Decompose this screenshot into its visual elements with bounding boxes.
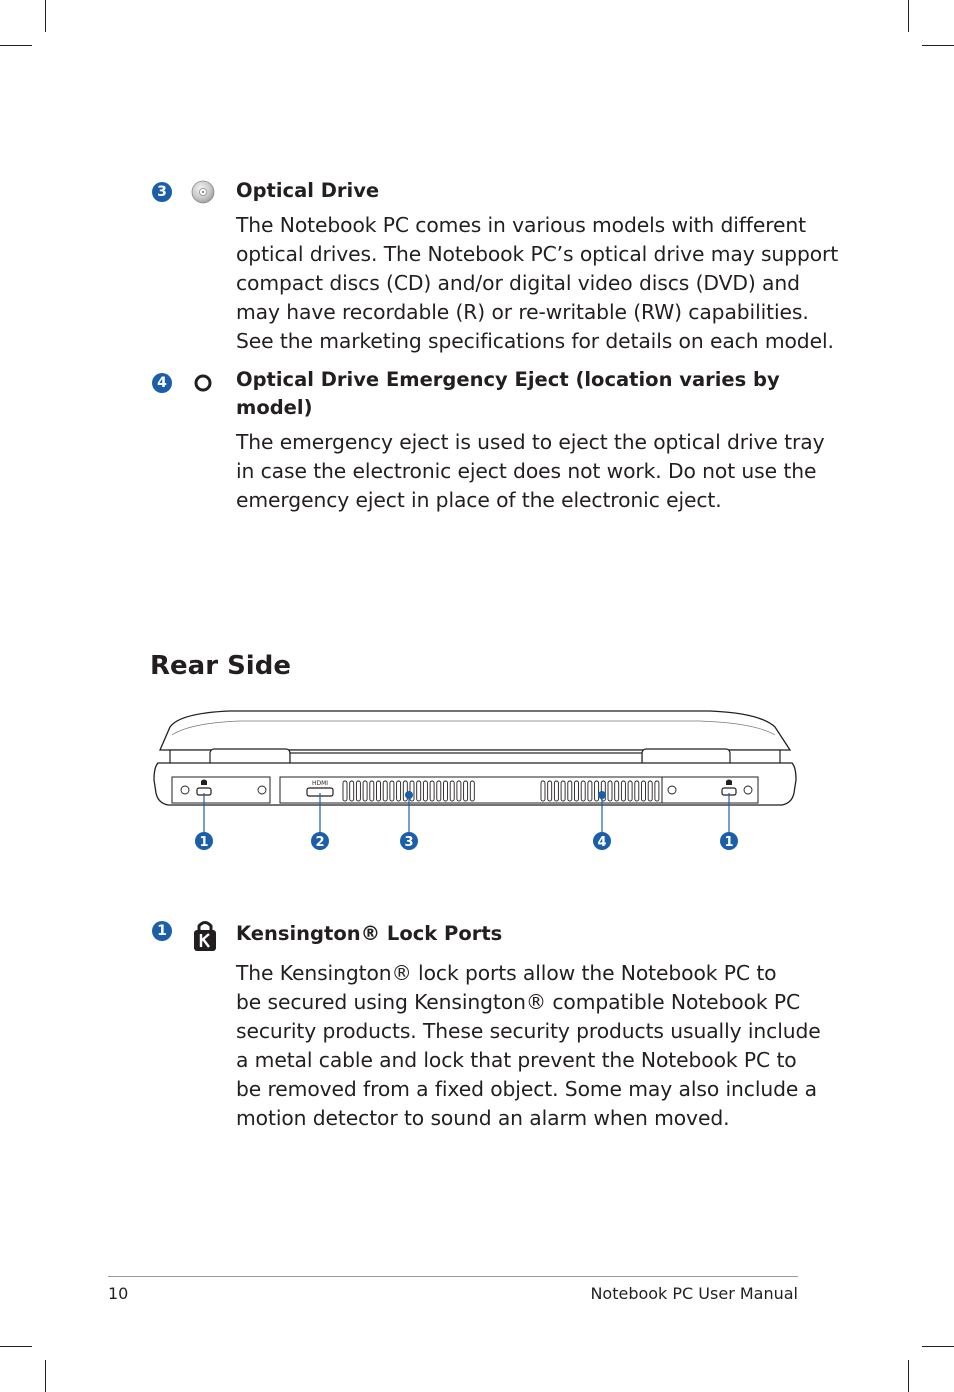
hdmi-port-label: HDMI — [312, 780, 329, 787]
callout-number: 3 — [404, 835, 414, 850]
vent-slot — [561, 781, 565, 801]
vent-slot — [621, 781, 625, 801]
vent-slot — [608, 781, 612, 801]
description-line: optical drives. The Notebook PC’s optical drive may support — [236, 242, 839, 266]
description-line: The Kensington® lock ports allow the Notebook PC to — [236, 961, 777, 985]
laptop-lid — [160, 711, 790, 750]
vent-slot — [343, 781, 347, 801]
vent-slot — [568, 781, 572, 801]
title-line: model) — [236, 396, 313, 419]
item-description-kensington-lock-ports — [236, 959, 821, 1133]
description-line: a metal cable and lock that prevent the Notebook PC to — [236, 1048, 797, 1072]
description-line: in case the electronic eject does not work. Do not use the — [236, 459, 817, 483]
vent-slot — [615, 781, 619, 801]
emergency-eject-icon — [193, 373, 213, 393]
crop-mark — [0, 1346, 32, 1347]
description-line: may have recordable (R) or re-writable (RW) capabilities. — [236, 300, 809, 324]
vent-slot — [655, 781, 659, 801]
vent-slot — [423, 781, 427, 801]
item-number-badge: 4 — [152, 373, 172, 393]
crop-mark — [908, 1360, 909, 1392]
vent-slot — [397, 781, 401, 801]
vent-slot — [548, 781, 552, 801]
vent-slot — [444, 781, 448, 801]
crop-mark — [45, 1360, 46, 1392]
item-number-badge: 1 — [152, 921, 172, 941]
crop-mark — [45, 0, 46, 32]
crop-mark — [922, 1346, 954, 1347]
vent-slot — [350, 781, 354, 801]
footer-divider — [108, 1276, 798, 1277]
crop-mark — [908, 0, 909, 32]
crop-mark — [922, 45, 954, 46]
item-description-emergency-eject — [236, 428, 825, 515]
vent-slot — [470, 781, 474, 801]
description-line: See the marketing specifications for details on each model. — [236, 329, 834, 353]
crop-mark — [0, 45, 32, 46]
vent-slot — [370, 781, 374, 801]
vent-slot — [390, 781, 394, 801]
vent-slot — [464, 781, 468, 801]
description-line: be secured using Kensington® compatible Notebook PC — [236, 990, 801, 1014]
vent-slot — [581, 781, 585, 801]
vent-slot — [457, 781, 461, 801]
optical-disc-icon — [191, 180, 215, 204]
rear-side-diagram — [150, 705, 800, 865]
page-number: 10 — [108, 1284, 129, 1303]
vent-slot — [383, 781, 387, 801]
item-title-optical-drive: Optical Drive — [236, 179, 380, 202]
callout-number: 1 — [199, 835, 209, 850]
vent-slot — [541, 781, 545, 801]
description-line: compact discs (CD) and/or digital video discs (DVD) and — [236, 271, 800, 295]
description-line: security products. These security products usually include — [236, 1019, 821, 1043]
vent-slot — [430, 781, 434, 801]
description-line: be removed from a fixed object. Some may also include a — [236, 1077, 817, 1101]
title-line: Optical Drive Emergency Eject (location varies by — [236, 368, 780, 391]
description-line: The Notebook PC comes in various models with different — [236, 213, 807, 237]
description-line: motion detector to sound an alarm when moved. — [236, 1106, 730, 1130]
manual-title: Notebook PC User Manual — [590, 1284, 798, 1303]
section-heading: Rear Side — [150, 651, 291, 681]
callout-number: 2 — [315, 835, 325, 850]
vent-slot — [635, 781, 639, 801]
item-title-emergency-eject — [236, 366, 796, 422]
vent-slot — [588, 781, 592, 801]
item-number-badge: 3 — [152, 182, 172, 202]
vent-slot — [648, 781, 652, 801]
callout-number: 1 — [724, 835, 734, 850]
description-line: emergency eject in place of the electronic eject. — [236, 488, 722, 512]
vent-slot — [554, 781, 558, 801]
vent-slot — [377, 781, 381, 801]
callout-number: 4 — [597, 835, 607, 850]
vent-slot — [363, 781, 367, 801]
item-description-optical-drive — [236, 211, 839, 356]
vent-slot — [642, 781, 646, 801]
description-line: The emergency eject is used to eject the optical drive tray — [236, 430, 825, 454]
vent-slot — [575, 781, 579, 801]
kensington-lock-icon — [192, 918, 218, 952]
vent-slot — [437, 781, 441, 801]
vent-slot — [628, 781, 632, 801]
vent-slot — [595, 781, 599, 801]
item-title-kensington-lock-ports: Kensington® Lock Ports — [236, 922, 503, 945]
vent-slot — [450, 781, 454, 801]
vent-slot — [417, 781, 421, 801]
vent-slot — [356, 781, 360, 801]
